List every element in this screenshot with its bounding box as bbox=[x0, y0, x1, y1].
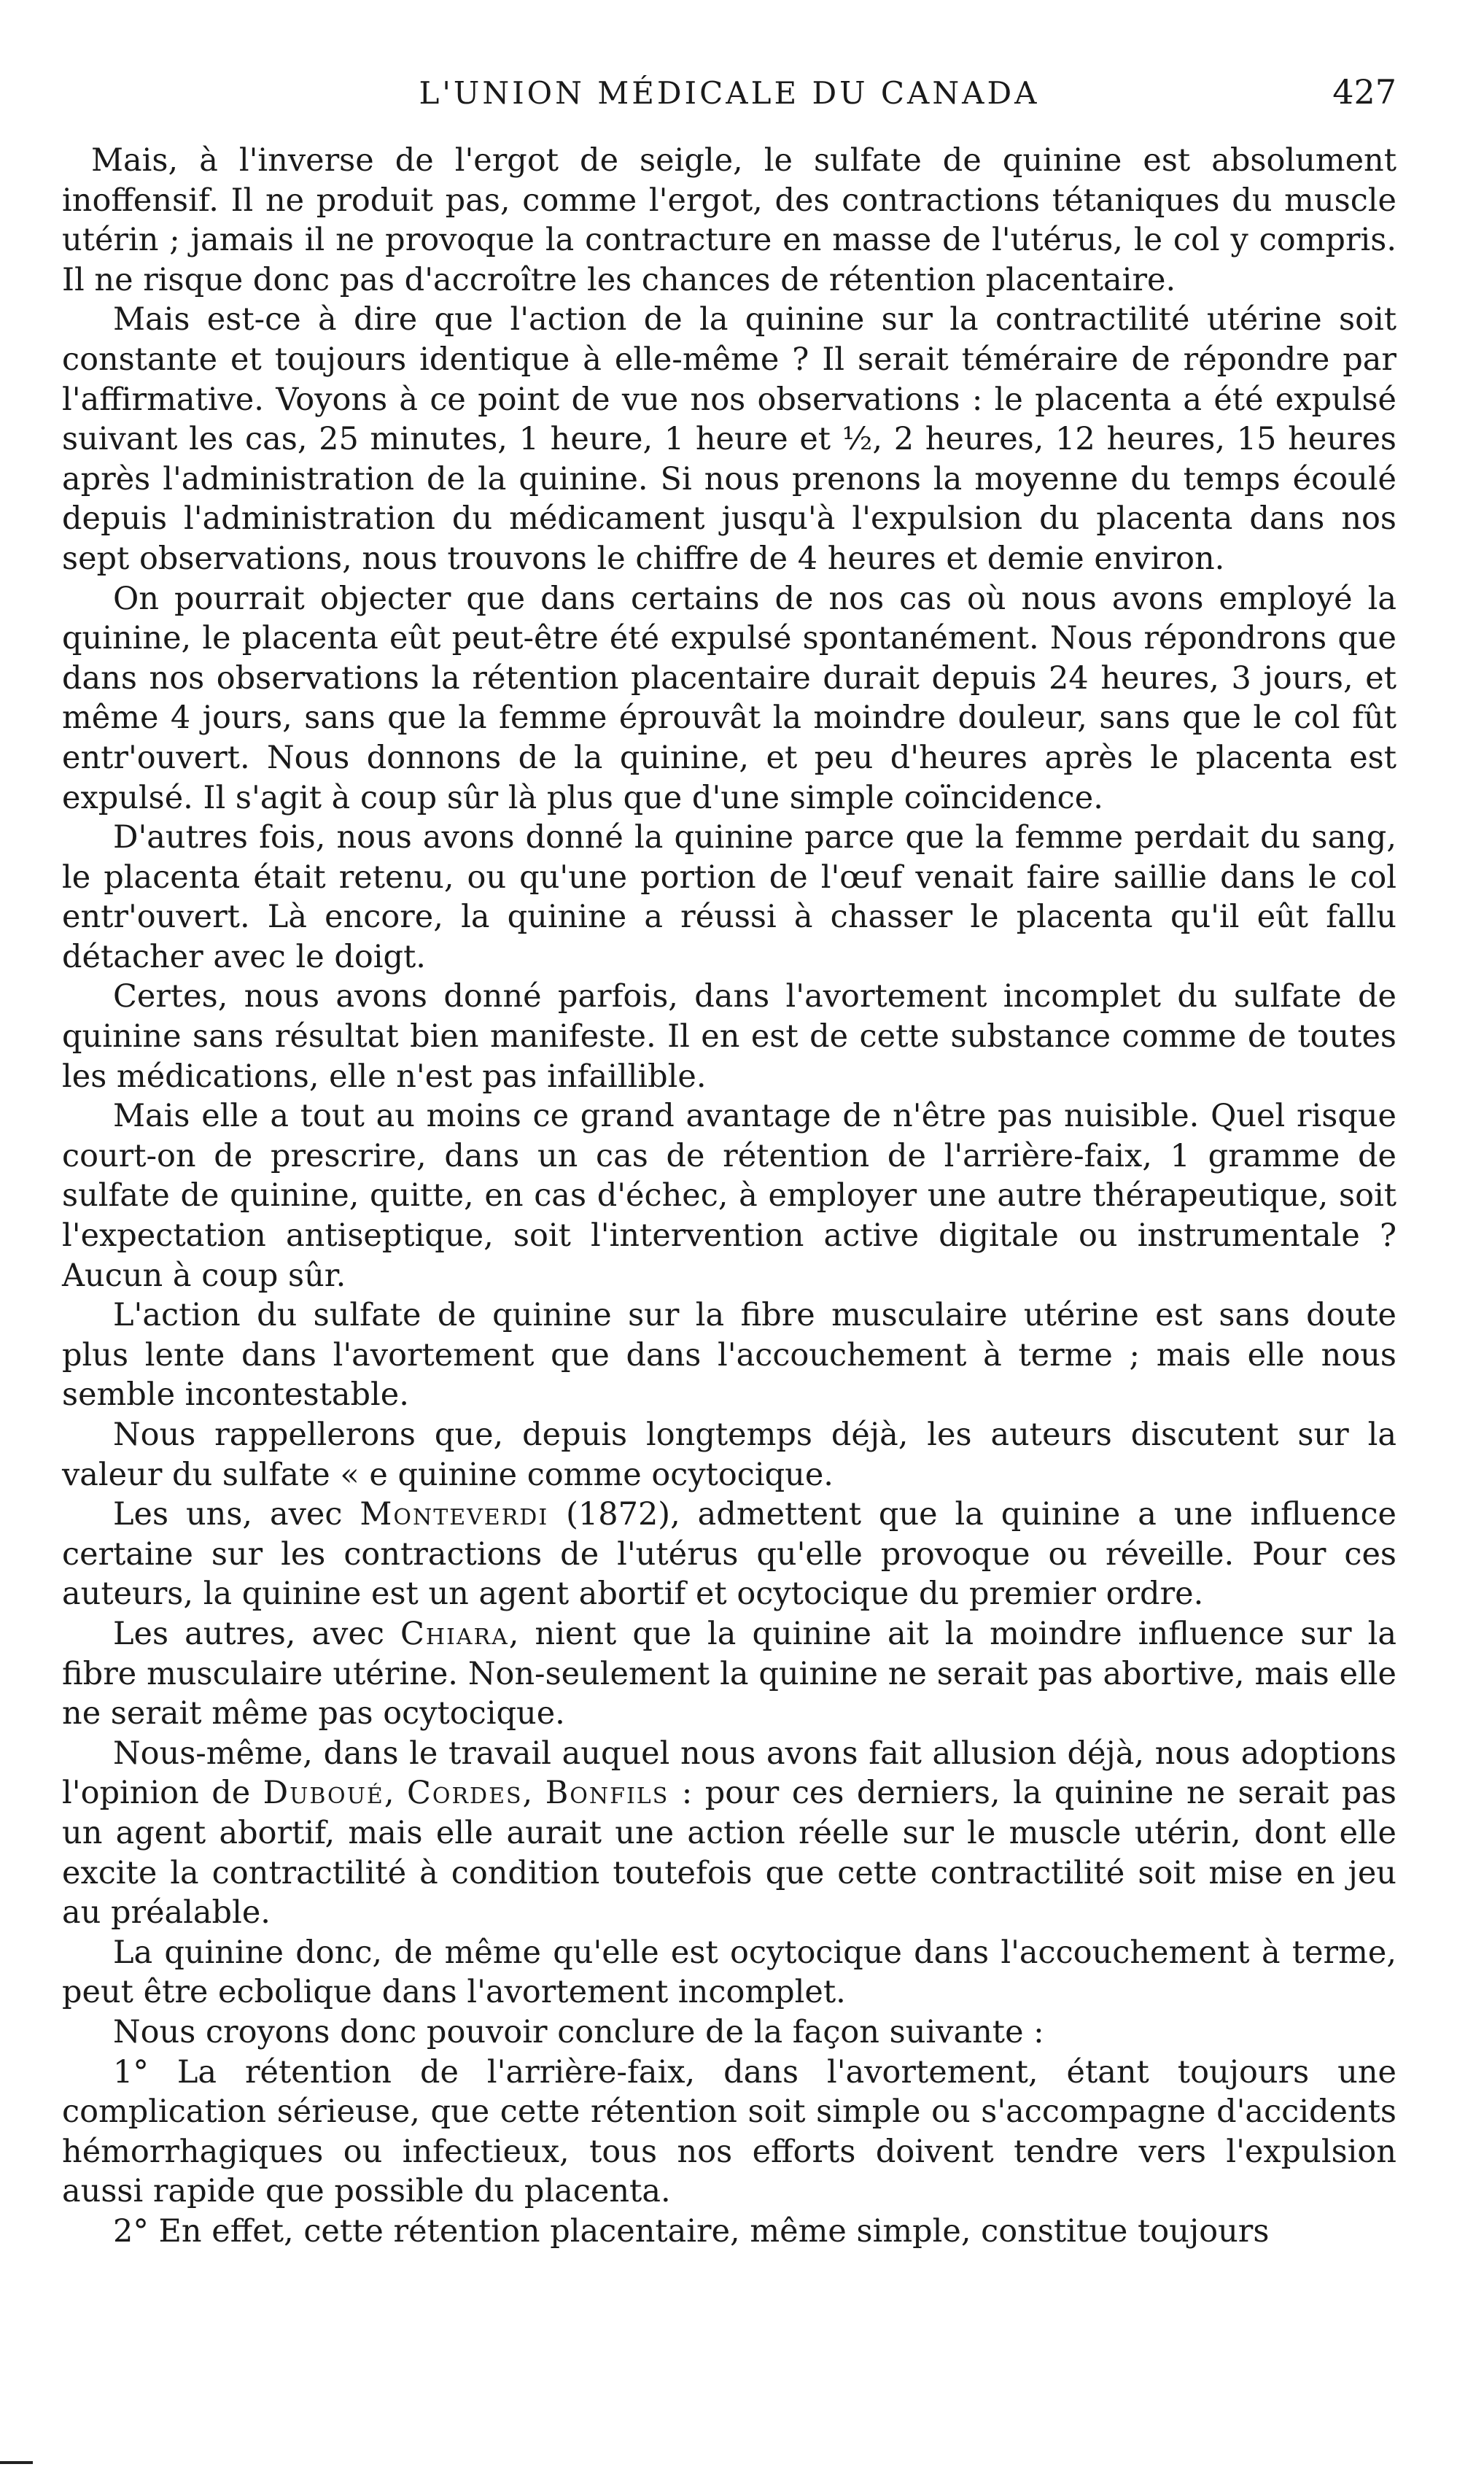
paragraph: D'autres fois, nous avons donné la quinine parce que la femme perdait du sang, le placenta était retenu, ou qu'une portion de l'œuf venait faire saillie dans le col entr'ouvert. Là encore, la quinine a réussi à chasser le placenta qu'il eût fallu détacher avec le doigt. bbox=[62, 819, 1396, 975]
paragraph: Mais est-ce à dire que l'action de la quinine sur la contractilité utérine soit constante et toujours identique à elle-même ? Il serait téméraire de répondre par l'affirmative. Voyons à ce point de vue nos observations : le placenta a été expulsé suivant les cas, 25 minutes, 1 heure, 1 heure et ½, 2 heures, 12 heures, 15 heures après l'administration de la quinine. Si nous prenons la moyenne du temps écoulé depuis l'administration du médicament jusqu'à l'expulsion du placenta dans nos sept observations, nous trouvons le chiffre de 4 heures et demie environ. bbox=[62, 301, 1396, 577]
footer-rule bbox=[0, 2461, 33, 2464]
page-header bbox=[62, 69, 1396, 128]
document-page bbox=[62, 69, 1396, 2251]
paragraph: La quinine donc, de même qu'elle est ocytocique dans l'accouchement à terme, peut être ecbolique dans l'avortement incomplet. bbox=[62, 1934, 1396, 2011]
author-name: Cordes bbox=[406, 1775, 523, 1812]
author-name: Duboué bbox=[263, 1775, 384, 1812]
conclusion-item: 1° La rétention de l'arrière-faix, dans l'avortement, étant toujours une complication sérieuse, que cette rétention soit simple ou s'accompagne d'accidents hémorrhagiques ou infectieux, tous nos efforts doivent tendre vers l'expulsion aussi rapide que possible du placenta. bbox=[62, 2053, 1396, 2210]
text-run: , bbox=[522, 1775, 545, 1812]
text-run: , bbox=[384, 1775, 407, 1812]
page-number: 427 bbox=[1332, 72, 1396, 112]
paragraph bbox=[62, 1495, 1396, 1614]
text-run: , nient que la quinine ait la moindre influence sur la fibre musculaire utérine. Non-seulement la quinine ne serait pas abortive, mais elle ne serait même pas ocytocique. bbox=[62, 1615, 1396, 1732]
paragraph: Certes, nous avons donné parfois, dans l'avortement incomplet du sulfate de quinine sans résultat bien manifeste. Il en est de cette substance comme de toutes les médications, elle n'est pas infaillible. bbox=[62, 978, 1396, 1095]
paragraph bbox=[62, 1734, 1396, 1933]
conclusion-item: 2° En effet, cette rétention placentaire, même simple, constitue toujours bbox=[113, 2212, 1270, 2250]
text-run: : pour ces derniers, la quinine ne serait pas un agent abortif, mais elle aurait une action réelle sur le muscle utérin, dont elle excite la contractilité à condition toutefois que cette contractilité soit mise en jeu au préalable. bbox=[62, 1775, 1396, 1932]
article-body bbox=[62, 141, 1396, 2251]
paragraph: L'action du sulfate de quinine sur la fibre musculaire utérine est sans doute plus lente dans l'avortement que dans l'accouchement à terme ; mais elle nous semble incontestable. bbox=[62, 1297, 1396, 1414]
text-run: Nous-même, dans le travail auquel nous avons fait allusion déjà, nous adoptions l'opinion de bbox=[62, 1735, 1396, 1812]
author-name: Monteverdi bbox=[360, 1496, 549, 1533]
text-run: (1872), admettent que la quinine a une influence certaine sur les contractions de l'utérus qu'elle provoque ou réveille. Pour ces auteurs, la quinine est un agent abortif et ocytocique du premier ordre. bbox=[62, 1496, 1396, 1613]
author-name: Chiara bbox=[400, 1615, 509, 1652]
text-run: Les uns, avec bbox=[113, 1496, 360, 1533]
running-title: L'UNION MÉDICALE DU CANADA bbox=[419, 75, 1040, 111]
paragraph bbox=[62, 1614, 1396, 1734]
paragraph: Nous rappellerons que, depuis longtemps déjà, les auteurs discutent sur la valeur du sulfate « e quinine comme ocytocique. bbox=[62, 1417, 1396, 1493]
paragraph: On pourrait objecter que dans certains de nos cas où nous avons employé la quinine, le placenta eût peut-être été expulsé spontanément. Nous répondrons que dans nos observations la rétention placentaire durait depuis 24 heures, 3 jours, et même 4 jours, sans que la femme éprouvât la moindre douleur, sans que le col fût entr'ouvert. Nous donnons de la quinine, et peu d'heures après le placenta est expulsé. Il s'agit à coup sûr là plus que d'une simple coïncidence. bbox=[62, 580, 1396, 816]
paragraph: Nous croyons donc pouvoir conclure de la façon suivante : bbox=[113, 2013, 1044, 2050]
author-name: Bonfils bbox=[545, 1775, 669, 1812]
paragraph: Mais, à l'inverse de l'ergot de seigle, le sulfate de quinine est absolument inoffensif. Il ne produit pas, comme l'ergot, des contractions tétaniques du muscle utérin ; jamais il ne provoque la contracture en masse de l'utérus, le col y compris. Il ne risque donc pas d'accroître les chances de rétention placentaire. bbox=[62, 142, 1396, 298]
text-run: Les autres, avec bbox=[113, 1615, 400, 1652]
paragraph: Mais elle a tout au moins ce grand avantage de n'être pas nuisible. Quel risque court-on de prescrire, dans un cas de rétention de l'arrière-faix, 1 gramme de sulfate de quinine, quitte, en cas d'échec, à employer une autre thérapeutique, soit l'expectation antiseptique, soit l'intervention active digitale ou instrumentale ? Aucun à coup sûr. bbox=[62, 1098, 1396, 1294]
